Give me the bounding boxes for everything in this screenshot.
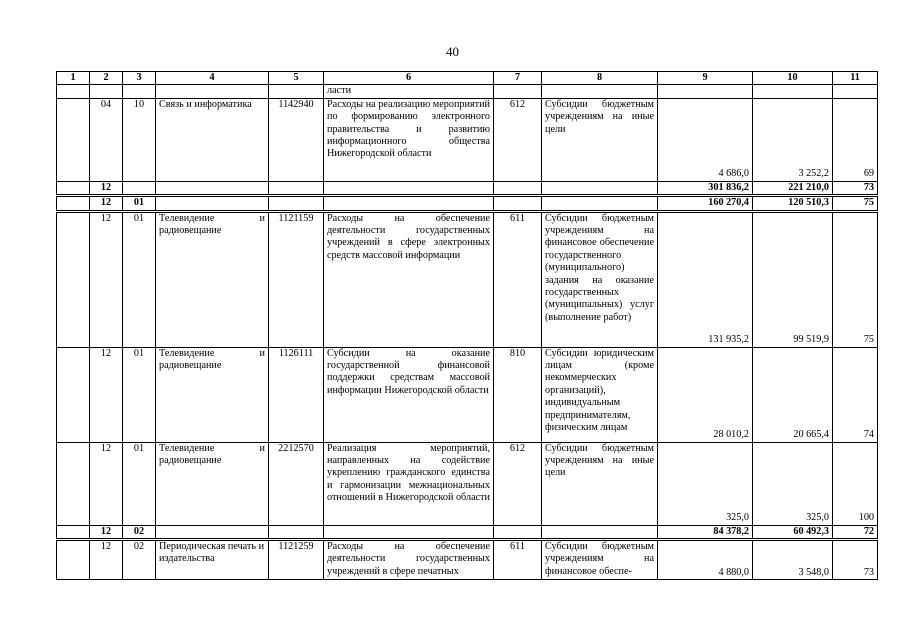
header-cell: 10	[753, 72, 833, 85]
table-row	[57, 540, 878, 580]
table-row	[57, 85, 878, 98]
cell: 612	[494, 442, 542, 525]
cell	[269, 85, 324, 98]
cell: 1126111	[269, 347, 324, 442]
cell	[57, 442, 90, 525]
cell	[494, 85, 542, 98]
cell: Расходы на обеспечение деятельности государственных учреждений в сфере печатных	[324, 540, 494, 580]
cell	[123, 85, 156, 98]
cell: 60 492,3	[753, 525, 833, 539]
cell: 160 270,4	[658, 196, 753, 211]
cell: 100	[833, 442, 878, 525]
cell: 69	[833, 98, 878, 181]
cell: 120 510,3	[753, 196, 833, 211]
subtotal-row	[57, 196, 878, 211]
cell: 12	[90, 525, 123, 539]
cell: 4 880,0	[658, 540, 753, 580]
cell	[269, 525, 324, 539]
cell: 99 519,9	[753, 211, 833, 347]
cell: 12	[90, 442, 123, 525]
cell: Телевидение и радиовещание	[156, 442, 269, 525]
subtotal-row	[57, 181, 878, 195]
cell: 01	[123, 347, 156, 442]
cell: 20 665,4	[753, 347, 833, 442]
cell: 4 686,0	[658, 98, 753, 181]
budget-table	[56, 71, 878, 580]
table-row	[57, 211, 878, 347]
cell	[57, 525, 90, 539]
cell	[494, 181, 542, 195]
cell: 84 378,2	[658, 525, 753, 539]
cell: 12	[90, 196, 123, 211]
cell: Расходы на обеспечение деятельности государственных учреждений в сфере электронных средств массовой информации	[324, 211, 494, 347]
cell: Телевидение и радиовещание	[156, 347, 269, 442]
cell	[269, 181, 324, 195]
header-cell: 6	[324, 72, 494, 85]
cell: 12	[90, 540, 123, 580]
cell: Реализация мероприятий, направленных на содействие укреплению гражданского единства и гармонизации межнациональных отношений в Нижегородской области	[324, 442, 494, 525]
cell: 301 836,2	[658, 181, 753, 195]
cell: 01	[123, 196, 156, 211]
cell: Периодическая печать и издательства	[156, 540, 269, 580]
cell: Субсидии бюджетным учреждениям на финансовое обеспе-	[542, 540, 658, 580]
header-cell: 7	[494, 72, 542, 85]
table-row	[57, 98, 878, 181]
cell	[658, 85, 753, 98]
cell	[57, 98, 90, 181]
header-cell: 8	[542, 72, 658, 85]
table-row	[57, 347, 878, 442]
cell: 810	[494, 347, 542, 442]
subtotal-row	[57, 525, 878, 539]
cell: Субсидии бюджетным учреждениям на иные цели	[542, 442, 658, 525]
cell: 10	[123, 98, 156, 181]
header-cell: 11	[833, 72, 878, 85]
cell: 02	[123, 540, 156, 580]
cell: Субсидии на оказание государственной финансовой поддержки средствам массовой информации Нижегородской области	[324, 347, 494, 442]
header-cell: 1	[57, 72, 90, 85]
cell: 74	[833, 347, 878, 442]
cell	[57, 540, 90, 580]
cell	[494, 196, 542, 211]
cell	[324, 196, 494, 211]
header-cell: 4	[156, 72, 269, 85]
cell: 02	[123, 525, 156, 539]
table-row	[57, 442, 878, 525]
header-cell: 9	[658, 72, 753, 85]
page-number: 40	[446, 44, 459, 59]
cell	[57, 181, 90, 195]
cell: Субсидии бюджетным учреждениям на иные цели	[542, 98, 658, 181]
header-cell: 5	[269, 72, 324, 85]
cell: Субсидии бюджетным учреждениям на финансовое обеспечение государственного (муниципального) задания на оказание государственных (муниципальных) услуг (выполнение работ)	[542, 211, 658, 347]
cell: 72	[833, 525, 878, 539]
header-cell: 3	[123, 72, 156, 85]
cell: 1121159	[269, 211, 324, 347]
cell	[90, 85, 123, 98]
cell	[57, 347, 90, 442]
cell: 12	[90, 181, 123, 195]
cell: 01	[123, 211, 156, 347]
cell	[269, 196, 324, 211]
cell: 221 210,0	[753, 181, 833, 195]
cell	[57, 211, 90, 347]
cell	[57, 196, 90, 211]
cell	[156, 181, 269, 195]
cell	[542, 525, 658, 539]
cell	[156, 196, 269, 211]
cell: 612	[494, 98, 542, 181]
cell	[156, 525, 269, 539]
cell: Телевидение и радиовещание	[156, 211, 269, 347]
cell: 3 548,0	[753, 540, 833, 580]
cell	[57, 85, 90, 98]
cell: 325,0	[658, 442, 753, 525]
table-header	[57, 72, 878, 85]
cell: 28 010,2	[658, 347, 753, 442]
cell	[542, 181, 658, 195]
cell: 12	[90, 347, 123, 442]
cell: 611	[494, 211, 542, 347]
cell: 1142940	[269, 98, 324, 181]
cell: 131 935,2	[658, 211, 753, 347]
cell	[753, 85, 833, 98]
cell: 325,0	[753, 442, 833, 525]
cell: 1121259	[269, 540, 324, 580]
cell: 01	[123, 442, 156, 525]
cell	[833, 85, 878, 98]
cell	[542, 85, 658, 98]
cell	[324, 525, 494, 539]
cell: 04	[90, 98, 123, 181]
cell: 73	[833, 181, 878, 195]
cell: 73	[833, 540, 878, 580]
header-cell: 2	[90, 72, 123, 85]
cell: Субсидии юридическим лицам (кроме некоммерческих организаций), индивидуальным предпринимателям, физическим лицам	[542, 347, 658, 442]
cell: 75	[833, 196, 878, 211]
table-body	[57, 85, 878, 580]
cell: 2212570	[269, 442, 324, 525]
cell	[542, 196, 658, 211]
cell: 75	[833, 211, 878, 347]
cell: 611	[494, 540, 542, 580]
cell: ласти	[324, 85, 494, 98]
cell	[156, 85, 269, 98]
cell	[324, 181, 494, 195]
cell: 3 252,2	[753, 98, 833, 181]
cell	[494, 525, 542, 539]
cell: 12	[90, 211, 123, 347]
cell	[123, 181, 156, 195]
cell: Расходы на реализацию мероприятий по формированию электронного правительства и развитию информационного общества Нижегородской области	[324, 98, 494, 181]
cell: Связь и информатика	[156, 98, 269, 181]
